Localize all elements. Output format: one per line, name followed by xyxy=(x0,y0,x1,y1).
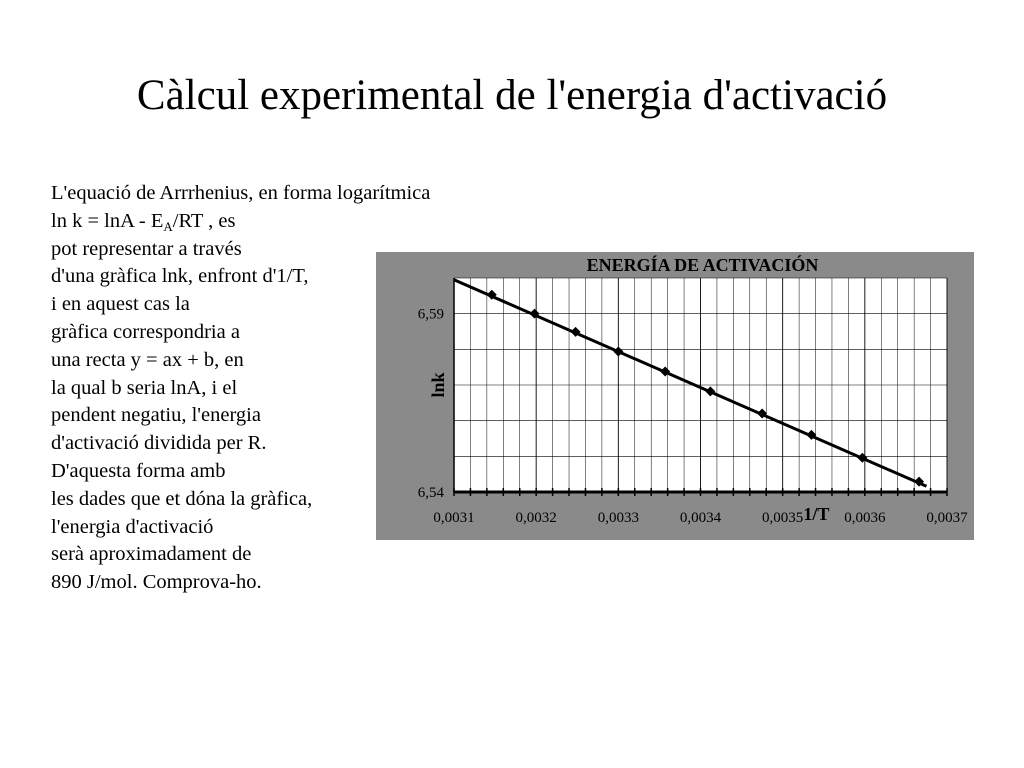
body-line: una recta y = ax + b, en xyxy=(51,348,244,371)
x-tick-label: 0,0035 xyxy=(762,510,804,526)
body-line: pendent negatiu, l'energia xyxy=(51,404,261,427)
body-line: d'activació dividida per R. xyxy=(51,432,267,455)
body-line: l'energia d'activació xyxy=(51,515,214,538)
x-tick-label: 0,0032 xyxy=(515,510,557,526)
body-line: les dades que et dóna la gràfica, xyxy=(51,487,313,510)
x-tick-label: 0,0037 xyxy=(926,510,968,526)
y-tick-label: 6,59 xyxy=(417,306,444,323)
body-line: pot representar a través xyxy=(51,237,242,260)
body-line: serà aproximadament de xyxy=(51,543,252,566)
y-axis-label: lnk xyxy=(428,372,448,398)
equation-part: ln k = lnA - E xyxy=(51,209,164,232)
body-line: d'una gràfica lnk, enfront d'1/T, xyxy=(51,265,309,288)
body-line: la qual b seria lnA, i el xyxy=(51,376,238,399)
chart-title: ENERGÍA DE ACTIVACIÓN xyxy=(586,255,819,275)
body-line: i en aquest cas la xyxy=(51,293,190,316)
equation-line xyxy=(51,208,491,236)
body-line: 890 J/mol. Comprova-ho. xyxy=(51,571,262,594)
body-line: gràfica correspondria a xyxy=(51,320,240,343)
x-tick-label: 0,0036 xyxy=(844,510,886,526)
x-tick-label: 0,0033 xyxy=(597,510,639,526)
x-tick-label: 0,0031 xyxy=(433,510,475,526)
body-line: D'aquesta forma amb xyxy=(51,459,226,482)
activation-energy-chart xyxy=(376,252,974,540)
x-axis-label: 1/T xyxy=(803,504,830,524)
equation-subscript: A xyxy=(163,218,173,234)
slide-title: Càlcul experimental de l'energia d'activació xyxy=(136,72,888,119)
chart-svg xyxy=(376,252,974,540)
equation-part: /RT , es xyxy=(172,209,236,232)
x-tick-label: 0,0034 xyxy=(679,510,722,526)
y-tick-label: 6,54 xyxy=(417,485,444,501)
body-line: L'equació de Arrrhenius, en forma logarítmica xyxy=(51,182,431,204)
